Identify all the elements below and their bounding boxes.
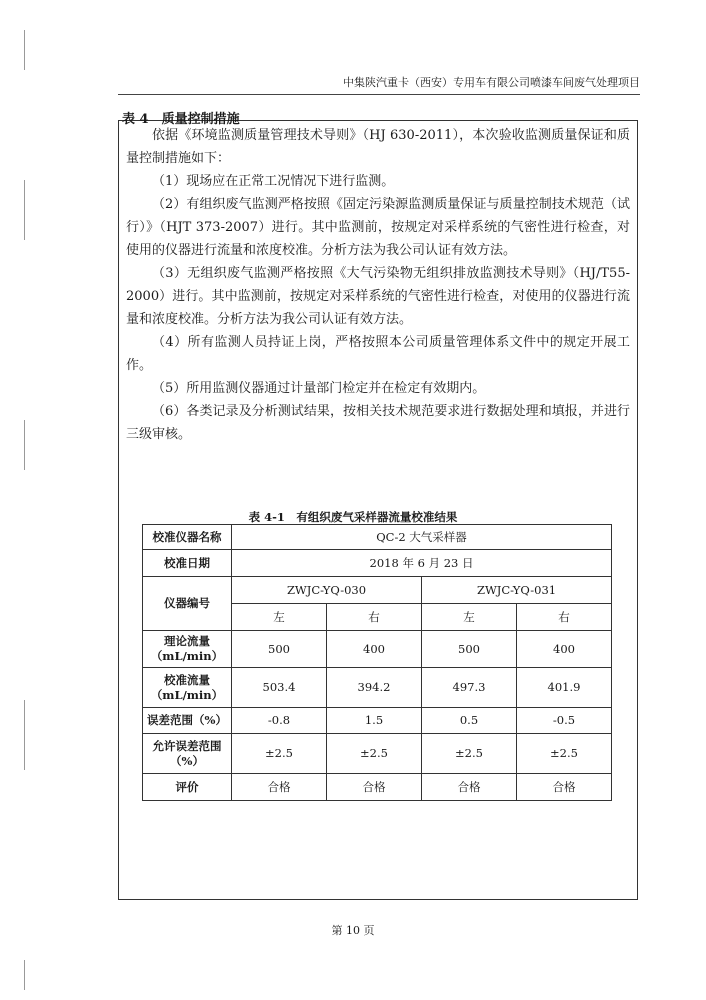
table-row — [143, 550, 612, 577]
row-label-line: （%） — [170, 753, 204, 768]
device-number-label: 仪器编号 — [143, 577, 232, 631]
section-body — [126, 124, 630, 446]
table-row — [143, 525, 612, 550]
scan-edge-mark — [24, 420, 25, 470]
value-cell: 500 — [232, 631, 327, 668]
paragraph-item-1: （1）现场应在正常工况情况下进行监测。 — [152, 174, 395, 189]
value-cell: 合格 — [327, 774, 422, 801]
row-label-line: 允许误差范围 — [152, 738, 222, 753]
table-row — [143, 734, 612, 774]
page-number: 第 10 页 — [331, 924, 375, 937]
table-caption: 表 4-1 有组织废气采样器流量校准结果 — [248, 510, 458, 524]
calibration-date-label: 校准日期 — [143, 550, 232, 577]
row-label — [143, 734, 232, 774]
side-cell: 左 — [422, 604, 517, 631]
value-cell: 1.5 — [327, 708, 422, 734]
value-cell: ±2.5 — [232, 734, 327, 774]
instrument-name-label: 校准仪器名称 — [143, 525, 232, 550]
value-cell: 394.2 — [327, 668, 422, 708]
row-label — [143, 708, 232, 734]
value-cell: 合格 — [422, 774, 517, 801]
table-row — [143, 631, 612, 668]
device-number-cell: ZWJC-YQ-031 — [422, 577, 612, 604]
side-cell: 右 — [327, 604, 422, 631]
table-row — [143, 668, 612, 708]
scan-edge-mark — [24, 30, 25, 70]
table-row — [143, 708, 612, 734]
calibration-table — [142, 524, 612, 801]
paragraph-item-2: （2）有组织废气监测严格按照《固定污染源监测质量保证与质量控制技术规范（试行）》（HJT 373-2007）进行。其中监测前，按规定对采样系统的气密性进行检查，对使用的仪器进行流量和浓度校准。分析方法为我公司认证有效方法。 — [126, 197, 630, 258]
value-cell: 合格 — [232, 774, 327, 801]
value-cell: -0.8 — [232, 708, 327, 734]
row-label-line: 理论流量 — [164, 634, 210, 648]
paragraph-item-6: （6）各类记录及分析测试结果，按相关技术规范要求进行数据处理和填报，并进行三级审核。 — [126, 404, 630, 442]
value-cell: 503.4 — [232, 668, 327, 708]
scan-edge-mark — [24, 180, 25, 240]
value-cell: 0.5 — [422, 708, 517, 734]
row-label-line: 误差范围（%） — [147, 713, 227, 727]
value-cell: ±2.5 — [422, 734, 517, 774]
row-label — [143, 668, 232, 708]
row-label-line: 评价 — [175, 779, 199, 794]
row-label — [143, 774, 232, 801]
paragraph-item-5: （5）所用监测仪器通过计量部门检定并在检定有效期内。 — [152, 381, 486, 396]
value-cell: 400 — [517, 631, 612, 668]
value-cell: ±2.5 — [517, 734, 612, 774]
value-cell: ±2.5 — [327, 734, 422, 774]
section-heading: 表 4 质量控制措施 — [122, 112, 240, 127]
device-number-cell: ZWJC-YQ-030 — [232, 577, 422, 604]
paragraph-item-3: （3）无组织废气监测严格按照《大气污染物无组织排放监测技术导则》（HJ/T55-2000）进行。其中监测前，按规定对采样系统的气密性进行检查，对使用的仪器进行流量和浓度校准。分析方法为我公司认证有效方法。 — [126, 266, 630, 327]
page-header: 中集陕汽重卡（西安）专用车有限公司喷漆车间废气处理项目 — [118, 74, 640, 95]
value-cell: -0.5 — [517, 708, 612, 734]
value-cell: 500 — [422, 631, 517, 668]
value-cell: 合格 — [517, 774, 612, 801]
value-cell: 400 — [327, 631, 422, 668]
row-label-line: 校准流量 — [164, 672, 210, 687]
side-cell: 左 — [232, 604, 327, 631]
value-cell: 497.3 — [422, 668, 517, 708]
row-label-line: （mL/min） — [150, 649, 224, 663]
value-cell: 401.9 — [517, 668, 612, 708]
paragraph-item-4: （4）所有监测人员持证上岗，严格按照本公司质量管理体系文件中的规定开展工作。 — [126, 335, 630, 373]
scan-edge-mark — [24, 700, 25, 770]
calibration-date-value: 2018 年 6 月 23 日 — [232, 550, 612, 577]
table-row — [143, 774, 612, 801]
row-label — [143, 631, 232, 668]
instrument-name-value: QC-2 大气采样器 — [232, 525, 612, 550]
table-row — [143, 577, 612, 604]
scan-edge-mark — [24, 960, 25, 990]
paragraph-intro: 依据《环境监测质量管理技术导则》（HJ 630-2011），本次验收监测质量保证和质量控制措施如下： — [126, 128, 630, 166]
row-label-line: （mL/min） — [150, 687, 224, 702]
side-cell: 右 — [517, 604, 612, 631]
